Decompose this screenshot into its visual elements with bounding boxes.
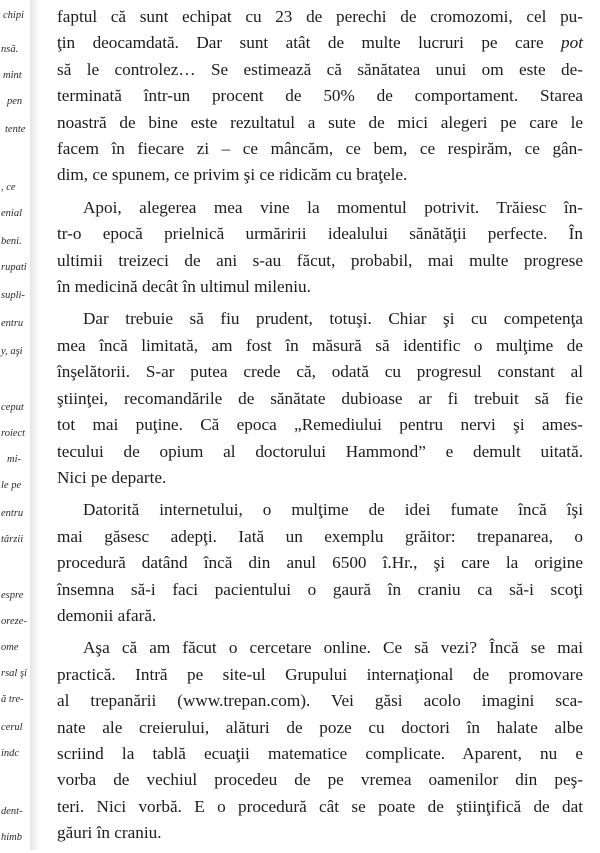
paragraph-4 <box>57 497 583 629</box>
text-line: ultimii treizeci de ani s-au făcut, probabil, mai multe progrese <box>57 250 583 270</box>
text-line: al trepanării (www.trepan.com). Vei găsi acolo imagini sca- <box>57 691 583 711</box>
margin-text-fragment: chipi <box>3 10 24 21</box>
margin-text-fragment: târzii <box>1 534 24 545</box>
margin-text-fragment: cerul <box>1 722 23 733</box>
text-line: tr-o epocă prielnică urmăririi idealului sănătăţii perfecte. În <box>57 224 583 244</box>
text-line: scriind la tablă ecuaţii matematice complicate. Aparent, nu e <box>57 743 583 763</box>
margin-text-fragment: , ce <box>1 182 16 193</box>
text-line: Aşa că am făcut o cercetare online. Ce să vezi? Încă se mai <box>83 638 583 658</box>
text-line: procedură datând încă din anul 6500 î.Hr., şi care la origine <box>57 553 583 573</box>
margin-text-fragment: ome <box>1 642 19 653</box>
margin-text-fragment: espre <box>1 590 24 601</box>
text-line: demonii afară. <box>57 605 157 625</box>
text-line: Dar trebuie să fiu prudent, totuşi. Chiar şi cu competenţa <box>83 309 583 329</box>
text-line: înşelătorii. S-ar putea crede că, odată cu progresul constant al <box>57 362 583 382</box>
margin-text-fragment: himb <box>1 832 22 843</box>
margin-text-fragment: entru <box>1 318 24 329</box>
margin-text-fragment: mint <box>3 70 22 81</box>
margin-text-fragment: tente <box>5 124 26 135</box>
margin-text-fragment: entru <box>1 508 24 519</box>
text-line: ştiinţei, recomandările de sănătate dubioase ar fi trebuit să fie <box>57 388 583 408</box>
margin-text-fragment: nsă. <box>1 44 19 55</box>
paragraph-3 <box>57 306 583 491</box>
text-line: nate ale creierului, alături de poze cu doctori în halate albe <box>57 717 583 737</box>
text-line: în medicină decât în ultimul mileniu. <box>57 277 311 297</box>
text-line <box>57 30 583 56</box>
text-line: Datorită internetului, o mulţime de idei fumate încă îşi <box>83 500 583 520</box>
text-line: Apoi, alegerea mea vine la momentul potrivit. Trăiesc în- <box>83 197 583 217</box>
text-line-part: ţin deocamdată. Dar sunt atât de multe lucruri pe care <box>57 33 562 53</box>
paragraph-5 <box>57 635 583 846</box>
margin-text-fragment: mi- <box>7 454 21 465</box>
text-line: vorba de vechiul procedeu de pe vremea oamenilor din peş- <box>57 770 583 790</box>
text-line: să le controlez… Se estimează că sănătatea unui om este de- <box>57 59 583 79</box>
margin-text-fragment: y, aşi <box>1 346 23 357</box>
text-line: noastră de bine este rezultatul a sute de mici alegeri pe care le <box>57 112 583 132</box>
emphasized-word: pot <box>561 33 583 53</box>
text-line: terminată într-un procent de 50% de comportament. Starea <box>57 86 583 106</box>
margin-text-fragment: pen <box>7 96 23 107</box>
margin-text-fragment: enial <box>1 208 22 219</box>
margin-text-fragment: rupati <box>1 262 27 273</box>
text-line: găuri în craniu. <box>57 823 162 843</box>
text-line: practică. Intră pe site-ul Grupului internaţional de promovare <box>57 664 583 684</box>
text-line: facem în fiecare zi – ce mâncăm, ce bem, ce respirăm, ce gân- <box>57 139 583 159</box>
margin-text-fragment: rsal şi <box>1 668 27 679</box>
margin-text-fragment: roiect <box>1 428 26 439</box>
text-line: teri. Nici vorbă. E o procedură cât se poate de ştiinţifică de dat <box>57 796 583 816</box>
paragraph-1 <box>57 4 583 189</box>
margin-text-fragment: indc <box>1 748 20 759</box>
left-page-margin <box>0 0 34 850</box>
text-line: dim, ce spunem, ce privim şi ce ridicăm cu braţele. <box>57 165 408 185</box>
margin-text-fragment: ă tre- <box>1 694 24 705</box>
paragraph-2 <box>57 195 583 301</box>
margin-text-fragment: beni. <box>1 236 22 247</box>
page-body-text <box>57 4 583 853</box>
text-line: faptul că sunt echipat cu 23 de perechi de cromozomi, cel pu- <box>57 7 583 26</box>
text-line: tecului de opium al doctorului Hammond” e demult uitată. <box>57 441 583 461</box>
text-line: mai găsesc adepţi. Iată un exemplu grăitor: trepanarea, o <box>57 526 583 546</box>
text-line: tot mai puţine. Că epoca „Remediului pentru nervi şi ames- <box>57 415 583 435</box>
text-line: însemna să-i faci pacientului o gaură în craniu ca să-i scoţi <box>57 579 583 599</box>
margin-text-fragment: ceput <box>1 402 24 413</box>
margin-text-fragment: oreze- <box>1 616 27 627</box>
margin-text-fragment: supli- <box>1 290 25 301</box>
margin-text-fragment: dent- <box>1 806 23 817</box>
margin-text-fragment: le pe <box>1 480 22 491</box>
text-line: Nici pe departe. <box>57 467 167 487</box>
book-gutter-shadow <box>30 0 40 850</box>
text-line: mea încă limitată, am fost în măsură să identific o mulţime de <box>57 335 583 355</box>
